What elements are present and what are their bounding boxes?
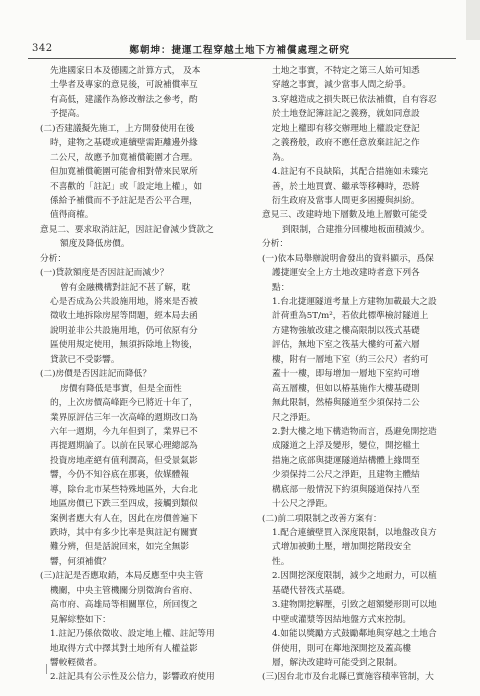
right-column-line: 3.建物開挖解壓，引致之超額變形則可以地: [272, 600, 437, 611]
right-column-line: 4.如能以獎勵方式鼓勵鄰地與穿越之土地合: [272, 629, 437, 640]
left-column-line: 跌時，其中有多少比率是與註記有關實: [50, 528, 198, 538]
right-column-line: 穿越之事實，減少當事人間之紛爭。: [272, 80, 411, 91]
left-column-line: 地區房價已下跌三至四成，接觸到類似: [50, 499, 198, 510]
right-column-line: 蓋十一樓，即每增加一層地下室約可增: [272, 369, 420, 380]
right-column-line: 樓，附有一層地下室（約三公尺）者約可: [272, 354, 429, 365]
running-title: 鄭朝坤：捷運工程穿越土地下方補償處理之研究: [129, 45, 350, 56]
left-column-line: 房價有降低是事實，但是全面性: [60, 383, 182, 394]
right-column-line: 意見三、改建時地下層數及地上層數可能受: [262, 210, 428, 221]
right-column-line: 2.因開挖深度限制，減少之地耐力，可以植: [272, 571, 437, 582]
left-column-line: 心是否成為公共設施用地，將來是否被: [50, 297, 198, 307]
left-column-line: (二)房價是否因註記而降低？: [40, 369, 152, 380]
right-column-line: 高五層樓，但如以椿基施作大樓基礎則: [272, 383, 420, 394]
right-column-line: 衍生政府及當事人間更多困擾與糾紛。: [272, 195, 420, 206]
left-column-line: 先進國家日本及德國之計算方式， 及本: [50, 66, 201, 76]
right-column-line: 尺之淨距。: [272, 412, 316, 423]
left-column-line: 說明並非公共設施用地，仍可依原有分: [50, 325, 198, 336]
right-text-column: [262, 64, 458, 684]
right-column-line: 點：: [272, 282, 290, 293]
left-column-line: 時，建物之基礎或連續壁需距離邊外緣: [50, 138, 198, 149]
page-header: [0, 0, 480, 58]
header-rule: [28, 58, 456, 59]
left-text-column: [40, 64, 236, 684]
left-column-line: 不喜歡的「註記」或「設定地上權」，如: [50, 181, 203, 192]
left-column-line: 響，今仍不知谷底在那裏，依媒體報: [50, 470, 189, 481]
left-column-line: 二公尺，故應予加寬補償範圍才合理。: [50, 152, 198, 163]
right-column-line: 層，解決改建時可能受到之限制。: [272, 657, 403, 668]
margin-mark: [46, 664, 50, 674]
left-column-line: (二)否建議擬先施工，上方開發使用在後: [40, 123, 195, 134]
right-column-line: 到限制，合建推分回樓地板面積減少。: [282, 224, 430, 235]
left-column-line: 徵收土地拆除房屋等問題，經本局去函: [50, 311, 198, 322]
right-column-line: (三)因台北市及台北縣已實施容積率管制，大: [262, 672, 434, 683]
right-column-line: 十公尺之淨距。: [272, 499, 333, 510]
right-column-line: 少須保持二公尺之淨距，且建物主體結: [272, 470, 420, 481]
left-column-line: 再提週期論了。以前在民眾心理總認為: [50, 441, 198, 452]
right-column-line: 併使用，則可在鄰地深開挖及蓋高樓: [272, 643, 411, 654]
left-column-line: 難分辨，但是話說回來，如完全無影: [50, 542, 189, 553]
right-column-line: 護捷運安全上方土地改建時者意下列各: [272, 268, 420, 279]
right-column-line: 定地上權即有移交辦理地上權設定登記: [272, 123, 420, 134]
left-column-line: 投資房地產絕有值利潤高，但受景氣影: [50, 455, 198, 466]
right-column-line: 計荷重為5T/m²，若依此標準檢討隧道上: [272, 311, 429, 322]
page-edge-tab: [466, 0, 480, 40]
left-column-line: 響較輕微者。: [50, 657, 103, 668]
left-column-line: 曾有金融機構對註記不甚了解，耽: [60, 282, 191, 293]
left-column-line: 土學者及專家的意見後，可說補償率互: [50, 80, 198, 91]
left-column-line: 六年一週期，今九年但到了，業界已不: [50, 426, 198, 437]
right-column-line: 方建物強敏改建之樓高限制以筏式基礎: [272, 325, 420, 336]
left-column-line: 但加寬補償範圍可能會相對帶來民眾所: [50, 167, 198, 178]
left-column-line: 業界原評估三年一次高峰的週期改口為: [50, 412, 198, 423]
left-column-line: 額度及降低房價。: [60, 239, 130, 250]
right-column-line: 4.註記有不良缺陷，其配合措施如未臻完: [272, 167, 428, 178]
left-column-line: 予提高。: [50, 109, 85, 120]
left-column-line: 分析：: [40, 253, 67, 264]
right-column-line: 構底部一般情況下約須與隧道保持八至: [272, 484, 420, 495]
left-column-line: 響，何須補償？: [50, 556, 111, 567]
left-column-line: 案例者應大有人在，因此在房價普遍下: [50, 513, 198, 524]
right-column-line: 評估，無地下室之筏基大樓約可蓋六層: [272, 340, 420, 351]
left-column-line: 1.註記乃係依徵收、設定地上權、註記等用: [50, 629, 215, 640]
right-column-line: 措施之底部與捷運隧道結構體上緣間至: [272, 455, 420, 466]
right-column-line: (一)依本局舉辦說明會發出的資料顯示，爲保: [262, 253, 434, 264]
right-column-line: 1.配合連續壁買入深度限制，以地盤改良方: [272, 528, 437, 538]
right-column-line: (二)前二項限制之改善方案有：: [262, 513, 382, 524]
right-column-line: 成隧道之上浮及變形，變位，開挖檔土: [272, 441, 420, 452]
right-column-line: 3.穿越造成之損失既已依法補償，自有容忍: [272, 94, 437, 105]
left-column-line: (三)註記是否應取銷，本局反應至中央主管: [40, 571, 204, 582]
right-column-line: 1.台北捷運隧道考量上方建物加載最大之設: [272, 297, 437, 307]
right-column-line: 分析：: [262, 239, 289, 250]
right-column-line: 善，於土地買賣、繼承等移轉時，恐將: [272, 181, 420, 192]
right-column-line: 為。: [272, 152, 290, 163]
left-column-line: 係給予補償而不予註記是否公平合理，: [50, 195, 198, 206]
right-column-line: 中壁或灌漿等因結地盤方式來控制。: [272, 614, 411, 625]
left-column-line: (一)貸款額度是否因註記而減少？: [40, 268, 169, 279]
right-column-line: 之義務般，政府不應任意放棄註記之作: [272, 138, 420, 149]
left-column-line: 高市府、高雄局等相關單位，所回復之: [50, 600, 198, 611]
right-column-line: 土地之事實，不特定之第三人始可知悉: [272, 66, 420, 76]
right-column-line: 式增加被動土壓，增加開挖階段安全: [272, 542, 411, 553]
left-column-line: 值得商榷。: [50, 210, 94, 221]
right-column-line: 於土地登記簿註記之義務，就如同意設: [272, 109, 420, 120]
left-column-line: 地取得方式中擇其對土地所有人權益影: [50, 643, 198, 654]
left-column-line: 見解綜整如下：: [50, 614, 111, 625]
left-column-line: 區使用規定使用，無須拆除地上物後，: [50, 340, 198, 351]
left-column-line: 意見二、要求取消註記，因註記會減少貸款之: [40, 224, 214, 235]
left-column-line: 的，上次房價高峰距今已將近十年了，: [50, 398, 198, 409]
left-column-line: 有高低，建議作為修改辦法之參考，酌: [50, 94, 198, 105]
left-column-line: 機關，中央主管機關分別徵詢台省府、: [50, 585, 198, 596]
left-column-line: 貸款已不受影響。: [50, 354, 120, 365]
right-column-line: 性。: [272, 556, 290, 567]
page-number: 342: [32, 43, 53, 54]
right-column-line: 無此限制，然椿與隧道至少須保持二公: [272, 398, 420, 409]
left-column-line: 導，除台北市某些特殊地區外，大台北: [50, 484, 198, 495]
left-column-line: 2.註記具有公示性及公信力，影響政府使用: [50, 672, 215, 683]
right-column-line: 基礎代替筏式基礎。: [272, 585, 351, 596]
right-column-line: 2.對大樓之地下構造物而言，爲避免開挖造: [272, 426, 437, 437]
